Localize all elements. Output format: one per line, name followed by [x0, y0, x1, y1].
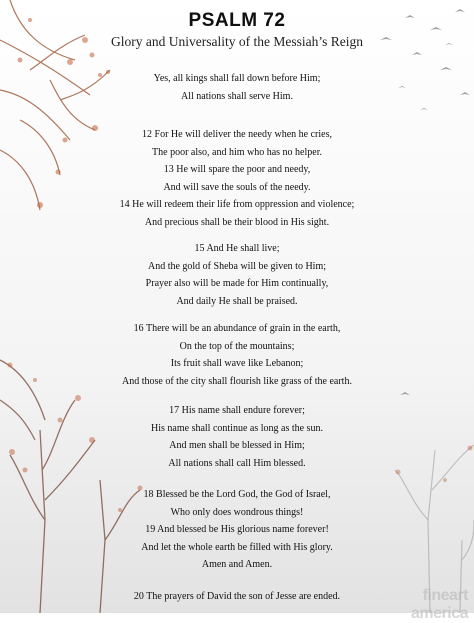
verse-line: And precious shall be their blood in His sight.	[144, 216, 330, 228]
verse-line: 13 He will spare the poor and needy,	[163, 164, 311, 175]
stanza-7	[0, 588, 474, 606]
verse-line: Who only does wondrous things!	[170, 506, 304, 518]
stanza-2	[0, 126, 474, 231]
verse-line: And will save the souls of the needy.	[163, 181, 311, 193]
stanza-3	[0, 240, 474, 310]
verse-line: All nations shall serve Him.	[181, 90, 293, 102]
verse-line: All nations shall call Him blessed.	[168, 457, 306, 469]
verse-line: And men shall be blessed in Him;	[169, 440, 305, 451]
stanza-4	[0, 320, 474, 390]
stanza-6	[0, 486, 474, 574]
verse-line: 17 His name shall endure forever;	[169, 405, 305, 416]
stanza-1	[0, 70, 474, 105]
poem-subtitle: Glory and Universality of the Messiah’s Reign	[111, 34, 363, 49]
verse-line: The poor also, and him who has no helper.	[152, 146, 322, 158]
verse-line: Amen and Amen.	[201, 559, 273, 570]
verse-line: 16 There will be an abundance of grain in the earth,	[133, 323, 341, 334]
verse-line: On the top of the mountains;	[179, 340, 295, 352]
verse-line: Yes, all kings shall fall down before Him;	[153, 73, 321, 84]
verse-line: And those of the city shall flourish like grass of the earth.	[122, 375, 352, 387]
verse-line: His name shall continue as long as the sun.	[151, 422, 323, 434]
verse-line: And daily He shall be praised.	[176, 295, 298, 307]
watermark: fineart america	[411, 587, 468, 622]
poem-title: PSALM 72	[188, 10, 286, 31]
verse-line: 19 And blessed be His glorious name forever!	[145, 524, 329, 535]
verse-line: 14 He will redeem their life from oppression and violence;	[119, 199, 355, 210]
verse-line: 20 The prayers of David the son of Jesse are ended.	[133, 591, 341, 602]
verse-line: Prayer also will be made for Him continually,	[145, 278, 329, 289]
verse-line: 15 And He shall live;	[194, 243, 280, 254]
verse-line: 12 For He will deliver the needy when he cries,	[142, 129, 332, 140]
verse-line: And let the whole earth be filled with His glory.	[141, 541, 333, 553]
verse-line: 18 Blessed be the Lord God, the God of Israel,	[143, 489, 331, 500]
verse-line: Its fruit shall wave like Lebanon;	[170, 358, 304, 369]
verse-line: And the gold of Sheba will be given to Him;	[147, 260, 327, 272]
stanza-5	[0, 402, 474, 472]
